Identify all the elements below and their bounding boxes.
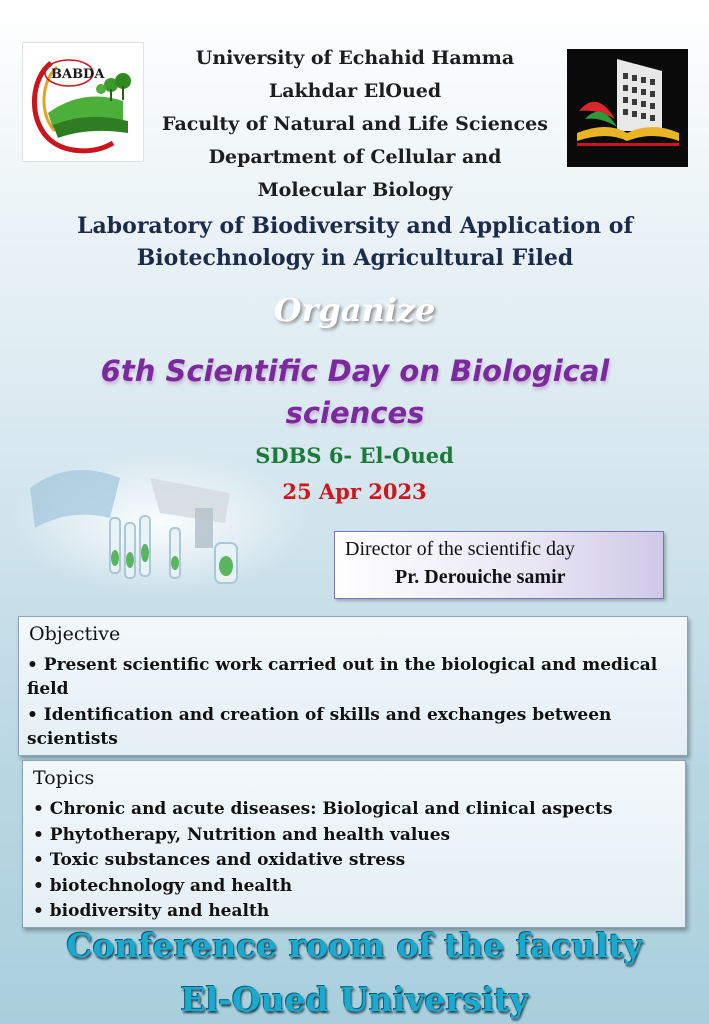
topic-item: • Phytotherapy, Nutrition and health values xyxy=(33,824,451,845)
topic-item: • Toxic substances and oxidative stress xyxy=(33,850,406,870)
objective-item: • Present scientific work carried out in the biological and medical field xyxy=(27,655,658,699)
babda-logo xyxy=(22,42,144,162)
laboratory-photo xyxy=(10,448,310,598)
laboratory-name xyxy=(40,210,670,274)
lab-line: Biotechnology in Agricultural Filed xyxy=(136,245,574,271)
topics-box xyxy=(22,760,686,928)
header-line: University of Echahid Hamma xyxy=(195,47,515,69)
venue-room: Conference room of the faculty xyxy=(66,926,643,965)
topic-item: • biodiversity and health xyxy=(33,901,270,921)
objective-list xyxy=(27,653,677,753)
director-label: Director of the scientific day xyxy=(345,538,575,560)
logo-text: BABDA xyxy=(51,67,105,82)
topic-item: • biotechnology and health xyxy=(33,875,293,896)
event-date: 25 Apr 2023 xyxy=(282,479,427,504)
header-line: Molecular Biology xyxy=(257,179,453,201)
objective-item: • Identification and creation of skills and exchanges between scientists xyxy=(27,705,612,749)
venue-university: El-Oued University xyxy=(180,980,529,1019)
event-title xyxy=(60,350,650,434)
director-name: Pr. Derouiche samir xyxy=(395,566,566,588)
lab-line: Laboratory of Biodiversity and Application of xyxy=(77,213,633,239)
header-line: Faculty of Natural and Life Sciences xyxy=(162,113,548,135)
director-box xyxy=(334,531,664,599)
university-header xyxy=(150,42,560,207)
header-line: Department of Cellular and xyxy=(208,146,502,168)
topics-heading: Topics xyxy=(33,767,95,789)
header-line: Lakhdar ElOued xyxy=(268,80,442,102)
topic-item: • Chronic and acute diseases: Biological and clinical aspects xyxy=(33,799,613,819)
objective-heading: Objective xyxy=(29,623,121,645)
event-code: SDBS 6- El-Oued xyxy=(255,443,454,468)
objective-box xyxy=(18,616,688,756)
event-title-line: 6th Scientific Day on Biological xyxy=(100,354,610,388)
university-logo xyxy=(567,49,688,167)
event-title-line: sciences xyxy=(285,396,425,430)
organize-heading: Organize xyxy=(273,291,436,329)
topics-list xyxy=(33,797,673,925)
